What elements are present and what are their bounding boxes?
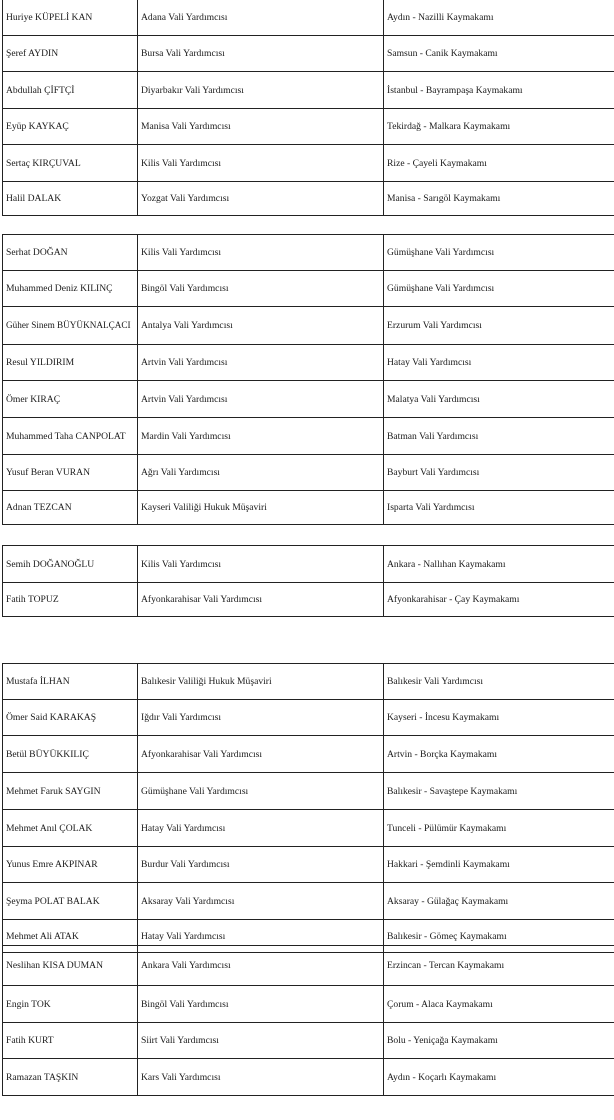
former-post-cell: Afyonkarahisar Vali Yardımcısı	[138, 736, 384, 773]
table-row	[3, 307, 614, 345]
name-cell: Güher Sinem BÜYÜKNALÇACI	[3, 307, 138, 345]
name-cell: Fatih KURT	[3, 1023, 138, 1059]
former-post-cell: Hatay Vali Yardımcısı	[138, 920, 384, 953]
former-post-cell: Mardin Vali Yardımcısı	[138, 418, 384, 455]
new-post-cell: Hakkari - Şemdinli Kaymakamı	[384, 847, 614, 883]
new-post-cell: Artvin - Borçka Kaymakamı	[384, 736, 614, 773]
former-post-cell: Siirt Vali Yardımcısı	[138, 1023, 384, 1059]
former-post-cell: Artvin Vali Yardımcısı	[138, 345, 384, 381]
table-row	[3, 418, 614, 455]
table-row	[3, 1059, 614, 1096]
new-post-cell: Batman Vali Yardımcısı	[384, 418, 614, 455]
former-post-cell: Kilis Vali Yardımcısı	[138, 546, 384, 583]
name-cell: Fatih TOPUZ	[3, 583, 138, 617]
table-row	[3, 736, 614, 773]
new-post-cell: Hatay Vali Yardımcısı	[384, 345, 614, 381]
former-post-cell: Adana Vali Yardımcısı	[138, 0, 384, 36]
former-post-cell: Gümüşhane Vali Yardımcısı	[138, 773, 384, 810]
former-post-cell: Kars Vali Yardımcısı	[138, 1059, 384, 1096]
table-row	[3, 0, 614, 36]
new-post-cell: Aydın - Koçarlı Kaymakamı	[384, 1059, 614, 1096]
former-post-cell: Bingöl Vali Yardımcısı	[138, 986, 384, 1023]
table-row	[3, 847, 614, 883]
table-row	[3, 109, 614, 145]
new-post-cell: İstanbul - Bayrampaşa Kaymakamı	[384, 72, 614, 109]
table-row	[3, 946, 614, 986]
table-row	[3, 36, 614, 72]
former-post-cell: Afyonkarahisar Vali Yardımcısı	[138, 583, 384, 617]
former-post-cell: Yozgat Vali Yardımcısı	[138, 182, 384, 216]
new-post-cell: Manisa - Sarıgöl Kaymakamı	[384, 182, 614, 216]
new-post-cell: Aydın - Nazilli Kaymakamı	[384, 0, 614, 36]
former-post-cell: Ankara Vali Yardımcısı	[138, 946, 384, 986]
table-row	[3, 145, 614, 182]
name-cell: Eyüp KAYKAÇ	[3, 109, 138, 145]
table-row	[3, 810, 614, 847]
new-post-cell: Gümüşhane Vali Yardımcısı	[384, 235, 614, 271]
former-post-cell: Diyarbakır Vali Yardımcısı	[138, 72, 384, 109]
appointment-table-4	[2, 663, 614, 953]
name-cell: Resul YILDIRIM	[3, 345, 138, 381]
former-post-cell: Bursa Vali Yardımcısı	[138, 36, 384, 72]
name-cell: Mehmet Ali ATAK	[3, 920, 138, 953]
name-cell: Muhammed Taha CANPOLAT	[3, 418, 138, 455]
table-row	[3, 583, 614, 617]
appointment-table-2	[2, 234, 614, 525]
name-cell: Abdullah ÇİFTÇİ	[3, 72, 138, 109]
table-row	[3, 235, 614, 271]
new-post-cell: Bolu - Yeniçağa Kaymakamı	[384, 1023, 614, 1059]
former-post-cell: Balıkesir Valiliği Hukuk Müşaviri	[138, 664, 384, 700]
table-row	[3, 986, 614, 1023]
new-post-cell: Ankara - Nallıhan Kaymakamı	[384, 546, 614, 583]
name-cell: Şeyma POLAT BALAK	[3, 883, 138, 920]
name-cell: Betül BÜYÜKKILIÇ	[3, 736, 138, 773]
name-cell: Yunus Emre AKPINAR	[3, 847, 138, 883]
former-post-cell: Antalya Vali Yardımcısı	[138, 307, 384, 345]
new-post-cell: Afyonkarahisar - Çay Kaymakamı	[384, 583, 614, 617]
former-post-cell: Manisa Vali Yardımcısı	[138, 109, 384, 145]
appointment-table-1	[2, 0, 614, 216]
new-post-cell: Balıkesir - Savaştepe Kaymakamı	[384, 773, 614, 810]
former-post-cell: Iğdır Vali Yardımcısı	[138, 700, 384, 736]
name-cell: Mehmet Anıl ÇOLAK	[3, 810, 138, 847]
name-cell: Mehmet Faruk SAYGIN	[3, 773, 138, 810]
former-post-cell: Kilis Vali Yardımcısı	[138, 235, 384, 271]
table-row	[3, 1023, 614, 1059]
name-cell: Muhammed Deniz KILINÇ	[3, 271, 138, 307]
name-cell: Sertaç KIRÇUVAL	[3, 145, 138, 182]
new-post-cell: Erzurum Vali Yardımcısı	[384, 307, 614, 345]
table-row	[3, 491, 614, 525]
new-post-cell: Kayseri - İncesu Kaymakamı	[384, 700, 614, 736]
table-row	[3, 345, 614, 381]
former-post-cell: Kilis Vali Yardımcısı	[138, 145, 384, 182]
table-row	[3, 883, 614, 920]
former-post-cell: Ağrı Vali Yardımcısı	[138, 455, 384, 491]
name-cell: Engin TOK	[3, 986, 138, 1023]
table-row	[3, 546, 614, 583]
new-post-cell: Tekirdağ - Malkara Kaymakamı	[384, 109, 614, 145]
new-post-cell: Erzincan - Tercan Kaymakamı	[384, 946, 614, 986]
name-cell: Yusuf Beran VURAN	[3, 455, 138, 491]
appointment-table-5	[2, 945, 614, 1096]
name-cell: Huriye KÜPELİ KAN	[3, 0, 138, 36]
name-cell: Ömer Said KARAKAŞ	[3, 700, 138, 736]
table-row	[3, 182, 614, 216]
new-post-cell: Balıkesir Vali Yardımcısı	[384, 664, 614, 700]
name-cell: Halil DALAK	[3, 182, 138, 216]
new-post-cell: Gümüşhane Vali Yardımcısı	[384, 271, 614, 307]
table-row	[3, 700, 614, 736]
former-post-cell: Artvin Vali Yardımcısı	[138, 381, 384, 418]
new-post-cell: Aksaray - Gülağaç Kaymakamı	[384, 883, 614, 920]
new-post-cell: Balıkesir - Gömeç Kaymakamı	[384, 920, 614, 953]
new-post-cell: Malatya Vali Yardımcısı	[384, 381, 614, 418]
name-cell: Ömer KIRAÇ	[3, 381, 138, 418]
name-cell: Adnan TEZCAN	[3, 491, 138, 525]
name-cell: Semih DOĞANOĞLU	[3, 546, 138, 583]
new-post-cell: Tunceli - Pülümür Kaymakamı	[384, 810, 614, 847]
table-row	[3, 664, 614, 700]
table-row	[3, 381, 614, 418]
former-post-cell: Hatay Vali Yardımcısı	[138, 810, 384, 847]
table-row	[3, 773, 614, 810]
former-post-cell: Kayseri Valiliği Hukuk Müşaviri	[138, 491, 384, 525]
former-post-cell: Burdur Vali Yardımcısı	[138, 847, 384, 883]
new-post-cell: Çorum - Alaca Kaymakamı	[384, 986, 614, 1023]
former-post-cell: Aksaray Vali Yardımcısı	[138, 883, 384, 920]
name-cell: Serhat DOĞAN	[3, 235, 138, 271]
new-post-cell: Rize - Çayeli Kaymakamı	[384, 145, 614, 182]
table-row	[3, 72, 614, 109]
new-post-cell: Isparta Vali Yardımcısı	[384, 491, 614, 525]
new-post-cell: Bayburt Vali Yardımcısı	[384, 455, 614, 491]
name-cell: Mustafa İLHAN	[3, 664, 138, 700]
table-row	[3, 455, 614, 491]
new-post-cell: Samsun - Canik Kaymakamı	[384, 36, 614, 72]
table-row	[3, 271, 614, 307]
name-cell: Ramazan TAŞKIN	[3, 1059, 138, 1096]
former-post-cell: Bingöl Vali Yardımcısı	[138, 271, 384, 307]
name-cell: Neslihan KISA DUMAN	[3, 946, 138, 986]
name-cell: Şeref AYDIN	[3, 36, 138, 72]
appointment-table-3	[2, 545, 614, 617]
